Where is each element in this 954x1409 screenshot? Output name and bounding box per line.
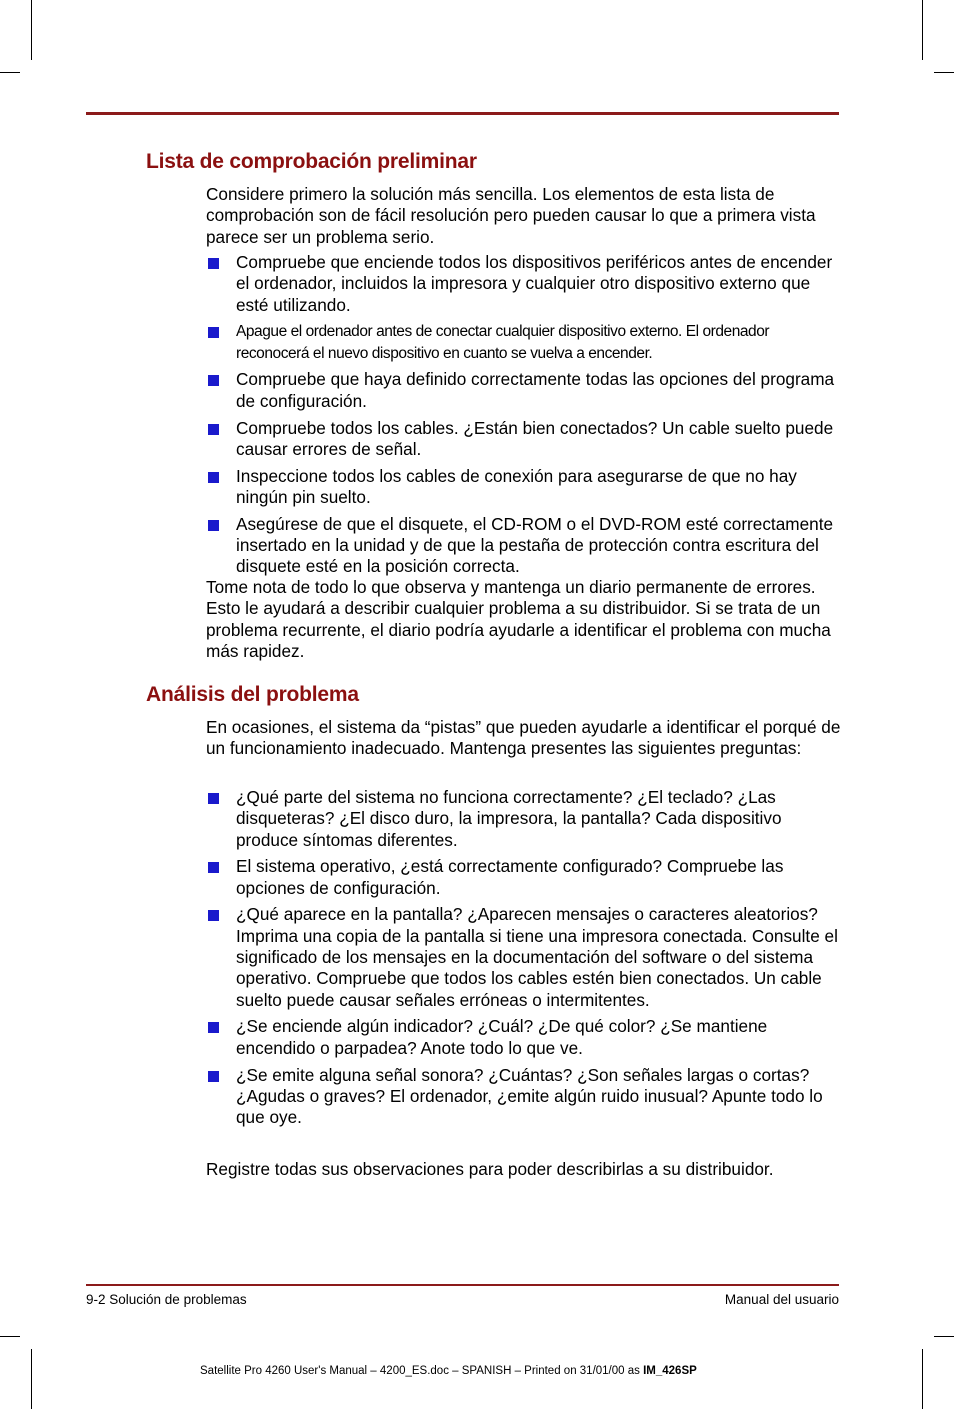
checklist-list bbox=[206, 252, 846, 583]
square-bullet-icon bbox=[208, 258, 219, 269]
print-info bbox=[200, 1365, 697, 1377]
square-bullet-icon bbox=[208, 910, 219, 921]
checklist-outro: Tome nota de todo lo que observa y mantenga un diario permanente de errores. Esto le ayudará a describir cualquier problema a su distribuidor. Si se trata de un problema recurrente, el diario podría ayudarle a identificar el problema con mucha más rapidez. bbox=[206, 577, 831, 661]
list-item: Inspeccione todos los cables de conexión para asegurarse de que no hay ningún pin suelto. bbox=[206, 466, 846, 509]
list-item: Asegúrese de que el disquete, el CD-ROM o el DVD-ROM esté correctamente insertado en la unidad y de que la pestaña de protección contra escritura del disquete esté en la posición correcta. bbox=[206, 514, 846, 578]
square-bullet-icon bbox=[208, 375, 219, 386]
square-bullet-icon bbox=[208, 327, 219, 338]
crop-mark bbox=[31, 1349, 32, 1409]
list-item: El sistema operativo, ¿está correctamente configurado? Compruebe las opciones de configuración. bbox=[206, 856, 846, 899]
square-bullet-icon bbox=[208, 1071, 219, 1082]
square-bullet-icon bbox=[208, 424, 219, 435]
list-item: Compruebe que enciende todos los dispositivos periféricos antes de encender el ordenador, incluidos la impresora y cualquier otro dispositivo externo que esté utilizando. bbox=[206, 252, 846, 316]
square-bullet-icon bbox=[208, 1022, 219, 1033]
crop-mark bbox=[934, 1336, 954, 1337]
list-item: ¿Se emite alguna señal sonora? ¿Cuántas? ¿Son señales largas o cortas? ¿Agudas o graves? El ordenador, ¿emite algún ruido inusual? Apunte todo lo que oye. bbox=[206, 1065, 846, 1129]
square-bullet-icon bbox=[208, 472, 219, 483]
print-info-code: IM_426SP bbox=[643, 1365, 697, 1377]
analysis-outro: Registre todas sus observaciones para poder describirlas a su distribuidor. bbox=[206, 1159, 774, 1179]
list-item: Compruebe que haya definido correctamente todas las opciones del programa de configuración. bbox=[206, 369, 846, 412]
list-item: ¿Qué parte del sistema no funciona correctamente? ¿El teclado? ¿Las disqueteras? ¿El disco duro, la impresora, la pantalla? Cada dispositivo produce síntomas diferentes. bbox=[206, 787, 846, 851]
crop-mark bbox=[922, 0, 923, 60]
crop-mark bbox=[0, 1336, 20, 1337]
square-bullet-icon bbox=[208, 862, 219, 873]
crop-mark bbox=[922, 1349, 923, 1409]
footer-page-label: 9-2 Solución de problemas bbox=[86, 1292, 247, 1307]
analysis-list bbox=[206, 787, 846, 1134]
list-item: ¿Se enciende algún indicador? ¿Cuál? ¿De qué color? ¿Se mantiene encendido o parpadea? Anote todo lo que ve. bbox=[206, 1016, 846, 1059]
section-heading-checklist: Lista de comprobación preliminar bbox=[146, 150, 477, 173]
analysis-intro: En ocasiones, el sistema da “pistas” que pueden ayudarle a identificar el porqué de un funcionamiento inadecuado. Mantenga presentes las siguientes preguntas: bbox=[206, 717, 841, 759]
header-rule bbox=[86, 112, 839, 115]
list-item: ¿Qué aparece en la pantalla? ¿Aparecen mensajes o caracteres aleatorios? Imprima una copia de la pantalla si tiene una impresora conectada. Consulte el significado de los mensajes en la documentación del software o del sistema operativo. Compruebe que todos los cables estén bien conectados. Un cable suelto puede causar señales erróneas o intermitentes. bbox=[206, 904, 846, 1010]
square-bullet-icon bbox=[208, 793, 219, 804]
crop-mark bbox=[31, 0, 32, 60]
list-item: Apague el ordenador antes de conectar cualquier dispositivo externo. El ordenador reconocerá el nuevo dispositivo en cuanto se vuelva a encender. bbox=[206, 321, 846, 364]
footer-rule bbox=[86, 1284, 839, 1286]
square-bullet-icon bbox=[208, 520, 219, 531]
list-item: Compruebe todos los cables. ¿Están bien conectados? Un cable suelto puede causar errores de señal. bbox=[206, 418, 846, 461]
crop-mark bbox=[0, 72, 20, 73]
footer-manual-label: Manual del usuario bbox=[724, 1292, 839, 1307]
checklist-intro: Considere primero la solución más sencilla. Los elementos de esta lista de comprobación son de fácil resolución pero pueden causar lo que a primera vista parece ser un problema serio. bbox=[206, 184, 816, 247]
crop-mark bbox=[934, 72, 954, 73]
section-heading-analysis: Análisis del problema bbox=[146, 683, 359, 706]
print-info-text: Satellite Pro 4260 User's Manual – 4200_ES.doc – SPANISH – Printed on 31/01/00 as bbox=[200, 1365, 644, 1377]
